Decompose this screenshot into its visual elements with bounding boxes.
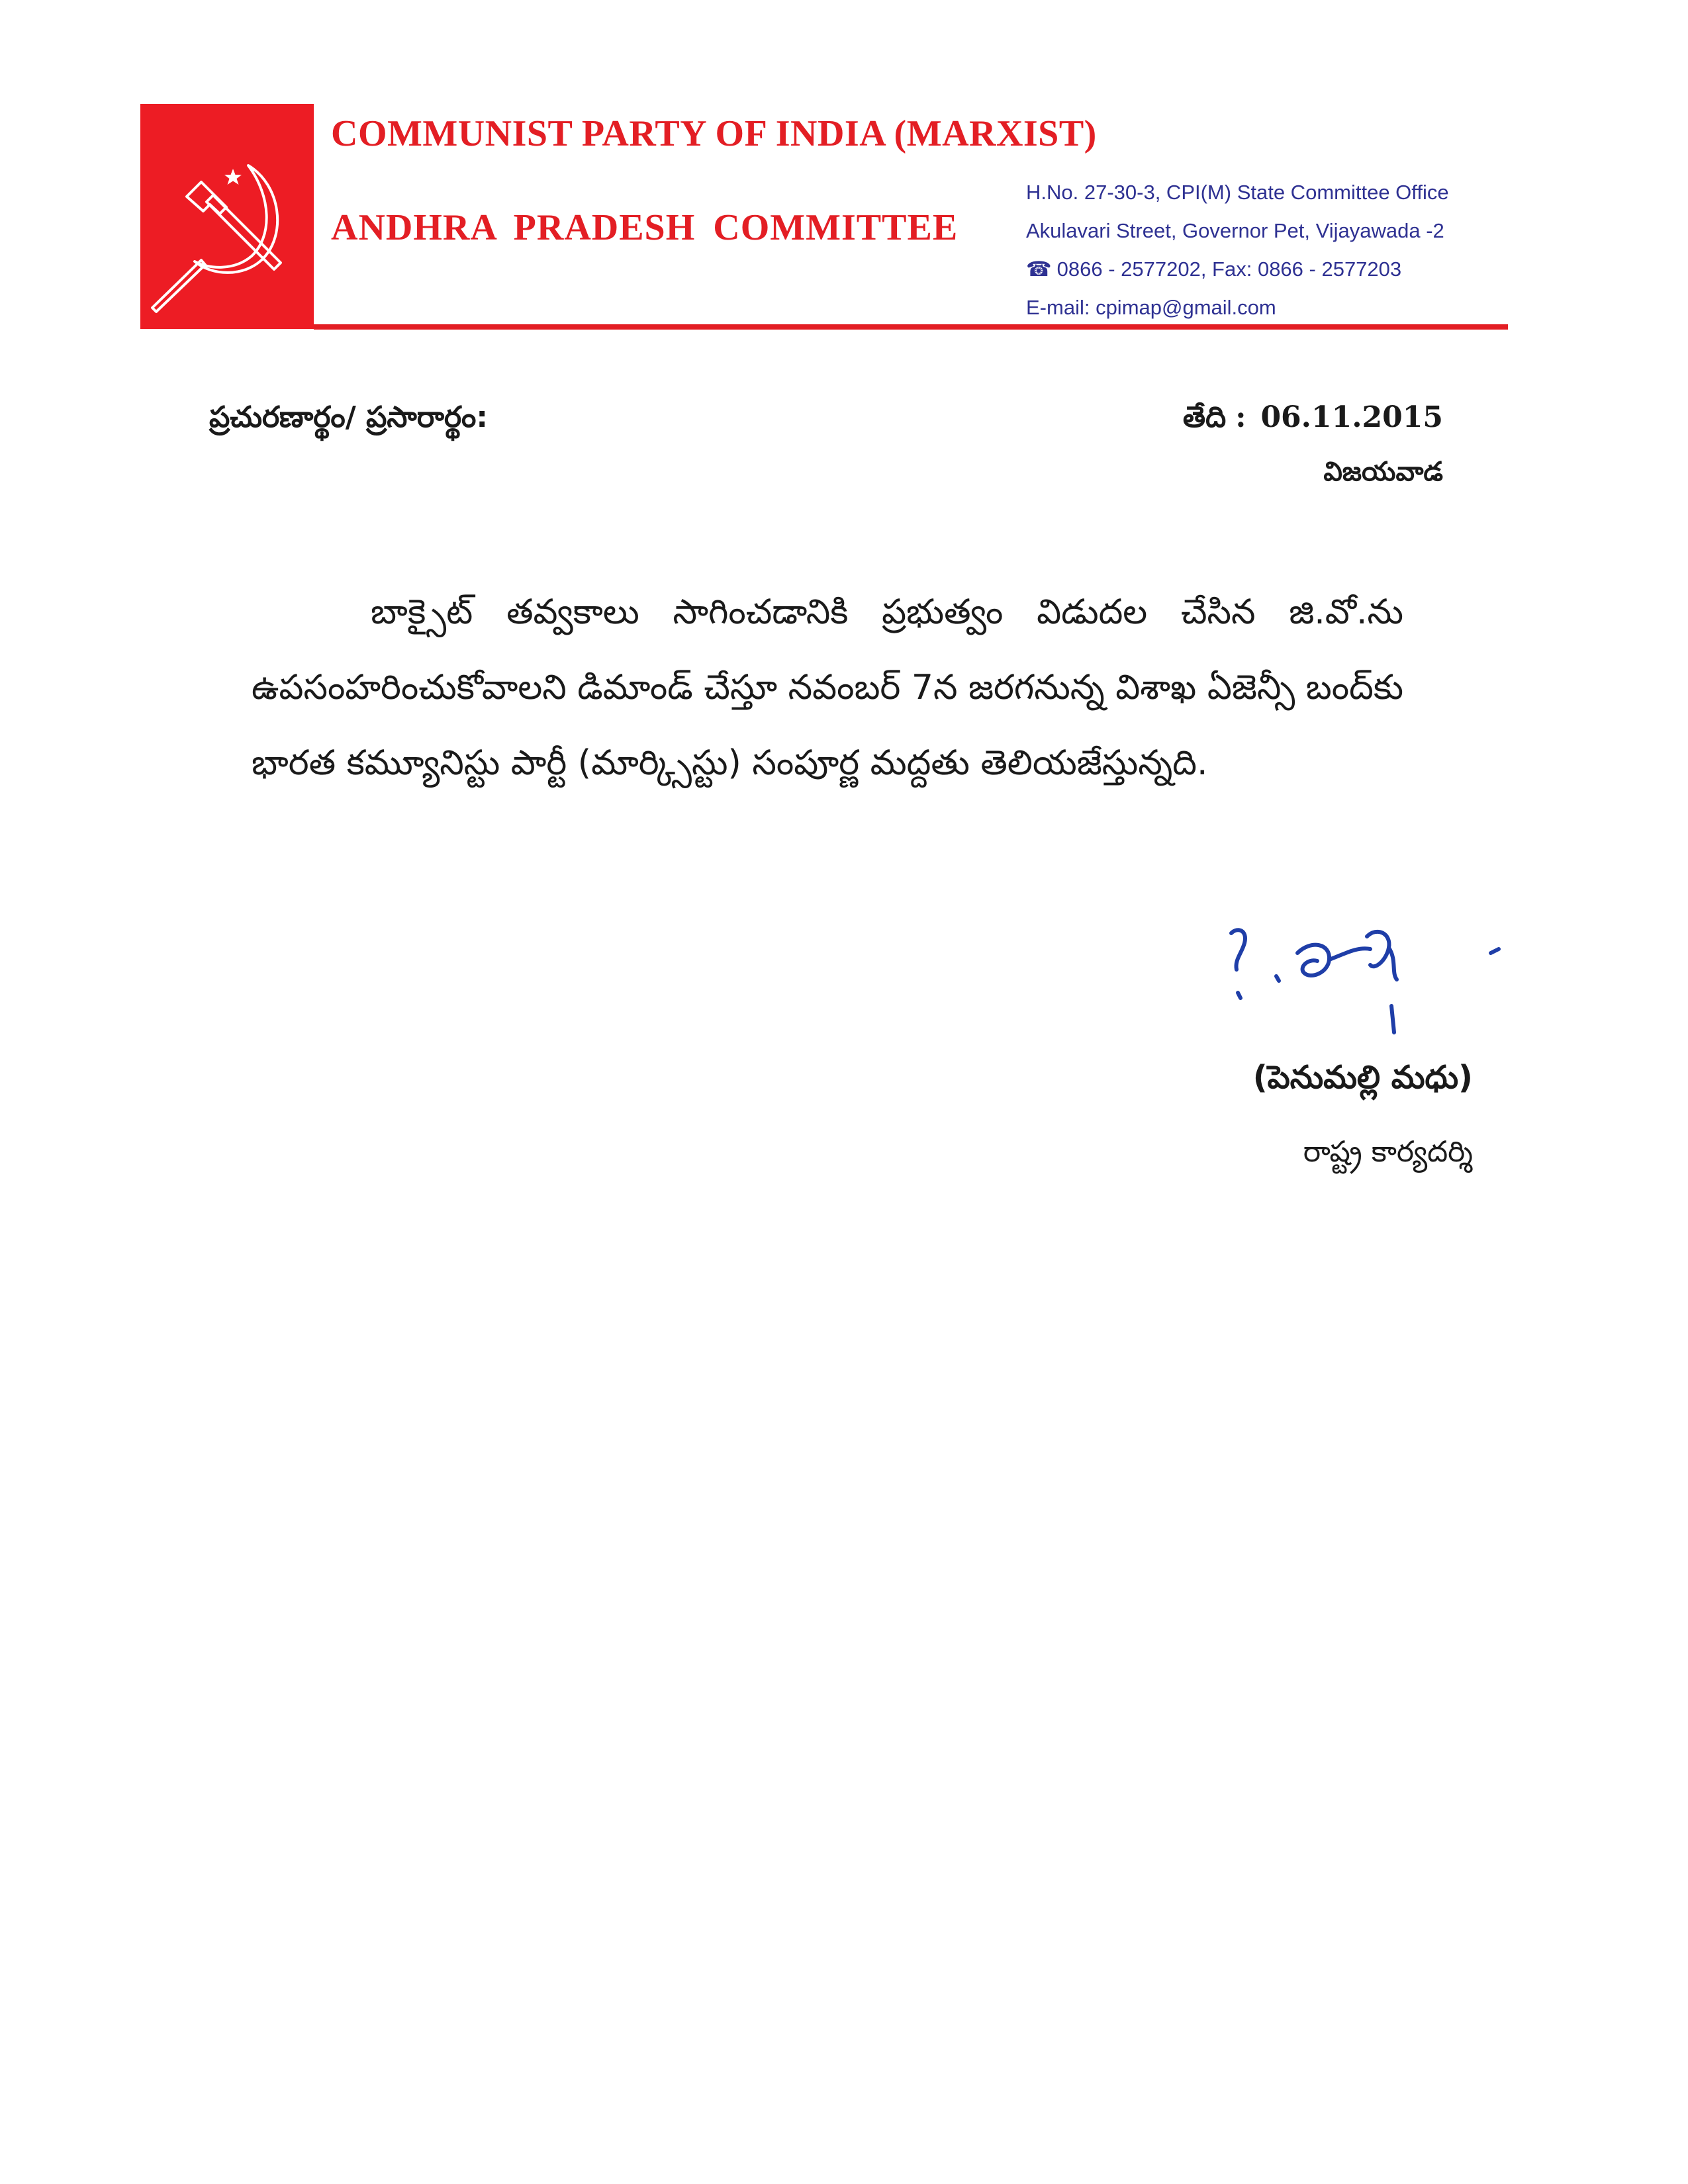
email-line: E-mail: cpimap@gmail.com xyxy=(1026,296,1276,319)
date-label: తేది xyxy=(1182,400,1227,434)
date-separator: : xyxy=(1235,400,1246,434)
date-line xyxy=(1183,400,1443,441)
place-name: విజయవాడ xyxy=(1323,457,1443,487)
signatory-name: (పెనుమల్లి మధు) xyxy=(1252,1059,1473,1096)
committee-name: ANDHRA PRADESH COMMITTEE xyxy=(331,207,959,248)
press-release-body: బాక్సైట్ తవ్వకాలు సాగించడానికి ప్రభుత్వం విడుదల చేసిన జి.వో.ను ఉపసంహరించుకోవాలని డిమాండ్ చేస్తూ నవంబర్ 7న జరగనున్న విశాఖ ఏజెన్సీ బంద్‌కు భారత కమ్యూనిస్టు పార్టీ (మార్క్సిస్టు) సంపూర్ణ మద్దతు తెలియజేస్తున్నది. xyxy=(252,592,1403,783)
header-divider xyxy=(314,324,1508,330)
signatory-title: రాష్ట్ర కార్యదర్శి xyxy=(1303,1135,1473,1169)
star-shape xyxy=(224,169,242,185)
party-name: COMMUNIST PARTY OF INDIA (MARXIST) xyxy=(331,113,1097,154)
phone-numbers: 0866 - 2577202, Fax: 0866 - 2577203 xyxy=(1056,257,1402,281)
address-line-2: Akulavari Street, Governor Pet, Vijayawada -2 xyxy=(1026,219,1444,242)
hammer-sickle-star-icon xyxy=(140,104,314,329)
sickle-handle-shape xyxy=(152,260,205,312)
handwritten-signature xyxy=(1218,907,1509,1052)
release-label: ప్రచురణార్థం/ ప్రసారార్థం: xyxy=(209,400,488,434)
address-block xyxy=(1026,173,1449,327)
address-line-1: H.No. 27-30-3, CPI(M) State Committee Office xyxy=(1026,181,1449,204)
phone-icon: ☎ xyxy=(1026,257,1052,281)
date-value: 06.11.2015 xyxy=(1260,400,1443,434)
hammer-head-shape xyxy=(187,182,226,214)
phone-line xyxy=(1026,250,1449,289)
hammer-handle-shape xyxy=(207,195,281,269)
party-logo xyxy=(140,104,314,329)
